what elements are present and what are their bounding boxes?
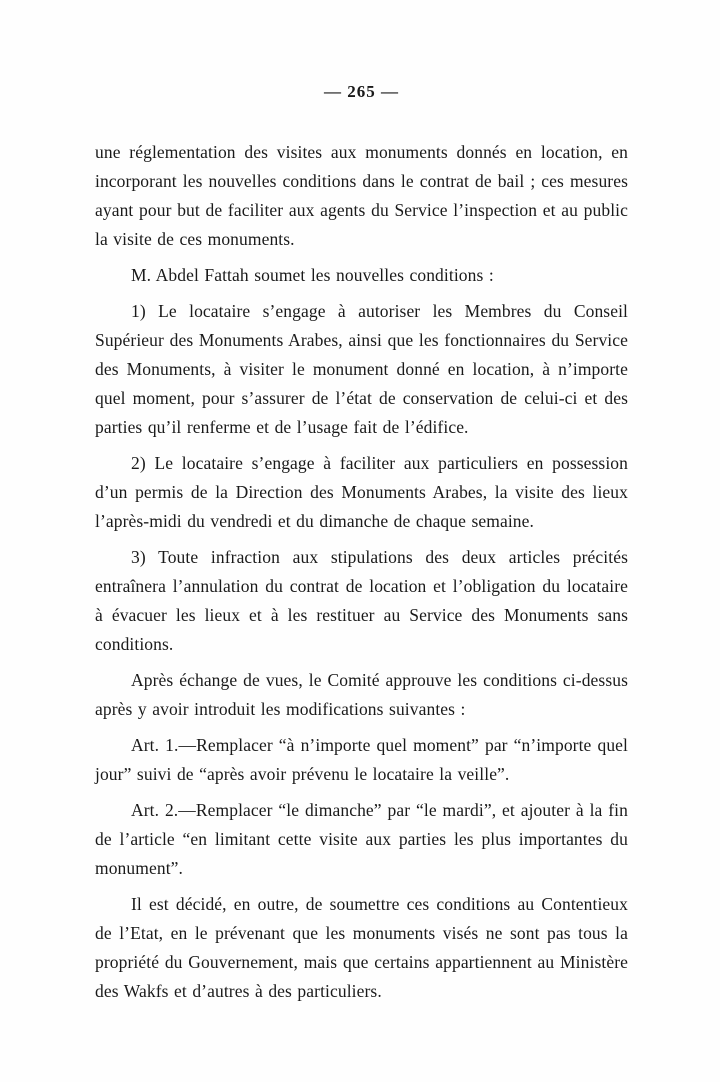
paragraph: une réglementation des visites aux monuments donnés en location, en incorporant les nouvelles conditions dans le contrat de bail ; ces mesures ayant pour but de faciliter aux agents du Service l’inspection et au public la visite de ces monuments. [95,142,628,249]
paragraph: Il est décidé, en outre, de soumettre ces conditions au Contentieux de l’Etat, en le prévenant que les monuments visés ne sont pas tous la propriété du Gouvernement, mais que certains appartiennent au Ministère des Wakfs et d’autres à des particuliers. [95,894,628,1001]
paragraph: M. Abdel Fattah soumet les nouvelles conditions : [131,265,494,285]
page-body-text [95,138,628,1006]
paragraph: Art. 1.—Remplacer “à n’importe quel moment” par “n’importe quel jour” suivi de “après avoir prévenu le locataire la veille”. [95,735,628,784]
page-number: — 265 — [324,82,399,101]
paragraph: 3) Toute infraction aux stipulations des deux articles précités entraînera l’annulation du contrat de location et l’obligation du locataire à évacuer les lieux et à les restituer au Service des Monuments sans conditions. [95,547,628,654]
paragraph: 1) Le locataire s’engage à autoriser les Membres du Conseil Supérieur des Monuments Arabes, ainsi que les fonctionnaires du Service des Monuments, à visiter le monument donné en location, à n’importe quel moment, pour s’assurer de l’état de conservation de celui-ci et des parties qu’il renferme et de l’usage fait de l’édifice. [95,301,628,437]
paragraph: 2) Le locataire s’engage à faciliter aux particuliers en possession d’un permis de la Direction des Monuments Arabes, la visite des lieux l’après-midi du vendredi et du dimanche de chaque semaine. [95,453,628,531]
paragraph: Art. 2.—Remplacer “le dimanche” par “le mardi”, et ajouter à la fin de l’article “en limitant cette visite aux parties les plus importantes du monument”. [95,800,628,878]
paragraph: Après échange de vues, le Comité approuve les conditions ci-dessus après y avoir introduit les modifications suivantes : [95,670,628,719]
